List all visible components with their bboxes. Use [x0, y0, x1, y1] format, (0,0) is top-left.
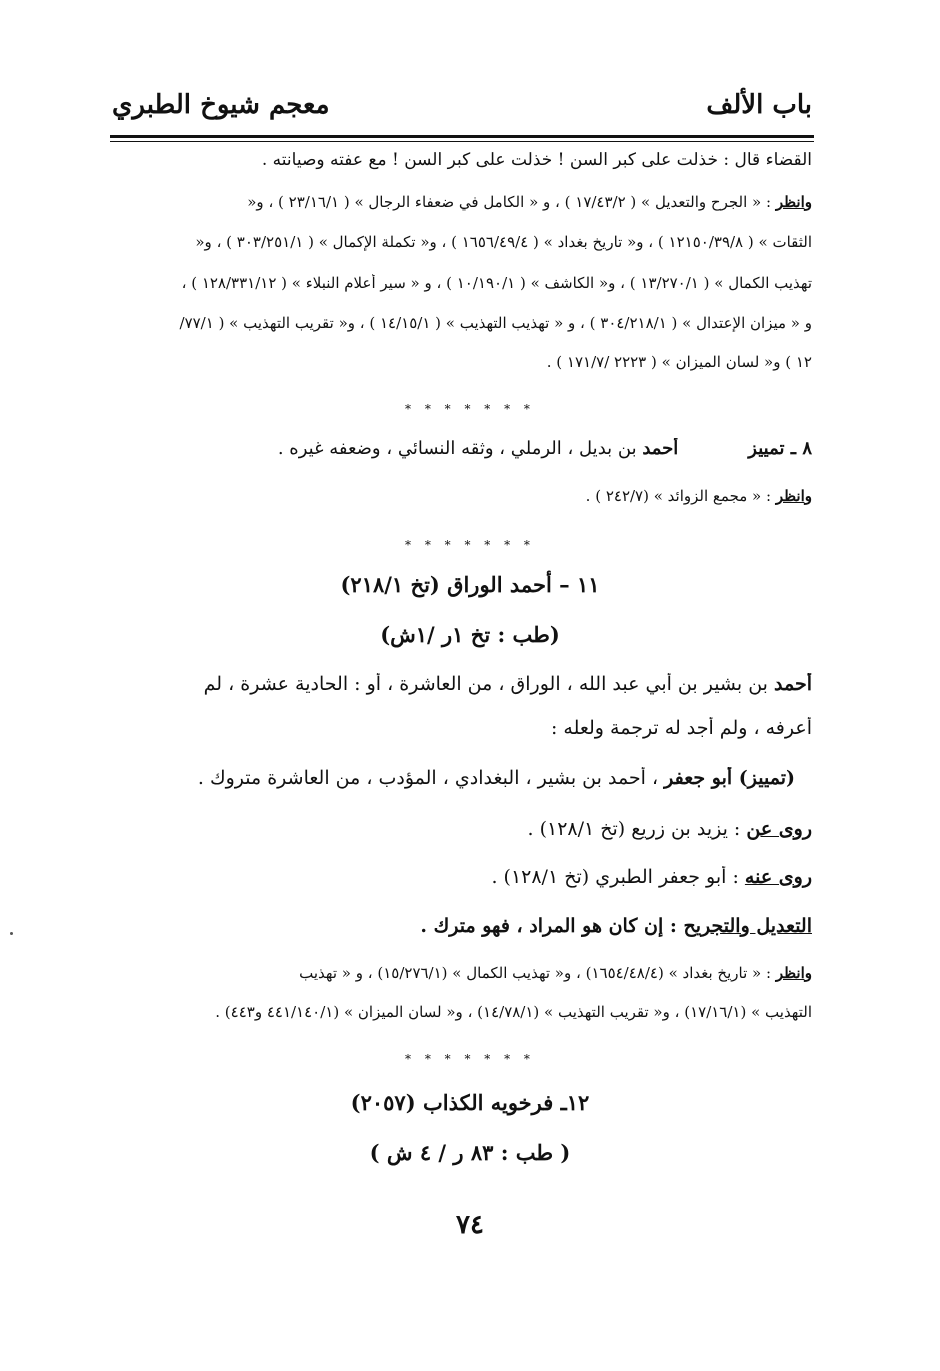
separator: * * * * * * * — [405, 402, 535, 416]
entry8-name: أحمد — [642, 438, 679, 459]
entry11-rawa-an — [112, 818, 812, 840]
tamyiz-label: (تمييز) أبو جعفر — [664, 767, 795, 789]
entry12-title: ١٢ـ فرخويه الكذاب (٢٠٥٧) — [350, 1090, 590, 1115]
refs-label: وانظر — [775, 193, 812, 211]
entry7-refs-line-1 — [112, 193, 812, 211]
entry7-refs-line-5: ١٢ ) و« لسان الميزان » ( ٢٢٢٣ /١٧١/٧ ) . — [546, 353, 812, 371]
entry11-tamyiz — [112, 767, 795, 789]
refs-label: وانظر — [775, 487, 812, 505]
scan-speck — [10, 932, 13, 935]
book-title: معجم شيوخ الطبري — [112, 90, 330, 120]
entry11-rawa-anhu — [112, 866, 812, 888]
entry11-title: ١١ – أحمد الوراق (تخ ٢١٨/١) — [340, 572, 600, 597]
rawa-an-label: روى عن — [746, 818, 812, 840]
entry11-name: أحمد — [774, 673, 812, 695]
header-rule-thin — [110, 141, 814, 142]
refs-text: : « مجمع الزوائد » (٢٤٢/٧ ) . — [585, 487, 776, 505]
chapter-title: باب الألف — [706, 90, 812, 120]
entry12-source: ( طب : ٨٣ ر / ٤ ش ) — [369, 1140, 571, 1165]
tadil-label: التعديل والتجريح — [683, 915, 812, 937]
entry11-source: (طب : تخ ١ر /١ش) — [380, 622, 560, 647]
refs-text: : « الجرح والتعديل » ( ١٧/٤٣/٢ ) ، و « الكامل في ضعفاء الرجال » ( ٢٣/١٦/١ ) ، و« — [247, 193, 776, 211]
separator: * * * * * * * — [405, 1052, 535, 1066]
separator: * * * * * * * — [405, 538, 535, 552]
entry7-refs-line-2: الثقات » ( ١٢١٥٠/٣٩/٨ ) ، و« تاريخ بغداد » ( ١٦٥٦/٤٩/٤ ) ، و« تكملة الإكمال » ( ٣٠٣/٢٥١/١ ) ، و« — [195, 233, 812, 251]
entry11-text: بن بشير بن أبي عبد الله ، الوراق ، من العاشرة ، أو : الحادية عشرة ، لم — [203, 673, 775, 695]
entry11-refs-line-1 — [112, 964, 812, 982]
entry7-refs-line-3: تهذيب الكمال » ( ١٣/٢٧٠/١ ) ، و« الكاشف » ( ١٠/١٩٠/١ ) ، و « سير أعلام النبلاء » ( ١٢٨/٣٣١/١٢ ) ، — [181, 274, 812, 292]
entry11-para-line-1 — [112, 673, 812, 695]
rawa-anhu-label: روى عنه — [744, 866, 812, 888]
entry7-quote: القضاء قال : خذلت على كبر السن ! خذلت على كبر السن ! مع عفته وصيانته . — [261, 150, 812, 170]
entry11-tadil — [112, 915, 812, 937]
rawa-an-text: : يزيد بن زريع (تخ ١٢٨/١) . — [527, 818, 747, 840]
entry8-number: ٨ ـ تمييز — [748, 438, 812, 459]
page-number: ٧٤ — [456, 1210, 484, 1240]
entry11-refs-line-2: التهذيب » (١٧/١٦/١) ، و« تقريب التهذيب » (١٤/٧٨/١) ، و« لسان الميزان » (٤٤١/١٤٠/١ و٤٤٣) . — [215, 1003, 812, 1021]
entry11-para-line-2: أعرفه ، ولم أجد له ترجمة ولعله : — [550, 717, 812, 739]
refs-text: : « تاريخ بغداد » (١٦٥٤/٤٨/٤) ، و« تهذيب الكمال » (١٥/٢٧٦/١) ، و « تهذيب — [299, 964, 776, 982]
entry8-text: بن بديل ، الرملي ، وثقه النسائي ، وضعفه غيره . — [277, 438, 643, 459]
entry7-refs-line-4: و « ميزان الإعتدال » ( ٣٠٤/٢١٨/١ ) ، و « تهذيب التهذيب » ( ١٤/١٥/١ ) ، و« تقريب التهذيب » ( ٧٧/١/ — [179, 314, 812, 332]
entry8-refs — [112, 487, 812, 505]
entry8-line — [112, 438, 812, 459]
tamyiz-text: ، أحمد بن بشير ، البغدادي ، المؤدب ، من العاشرة متروك . — [197, 767, 665, 789]
rawa-anhu-text: : أبو جعفر الطبري (تخ ١٢٨/١) . — [491, 866, 745, 888]
header-rule-thick — [110, 135, 814, 138]
refs-label: وانظر — [775, 964, 812, 982]
tadil-text: : إن كان هو المراد ، فهو مترك . — [420, 915, 684, 937]
